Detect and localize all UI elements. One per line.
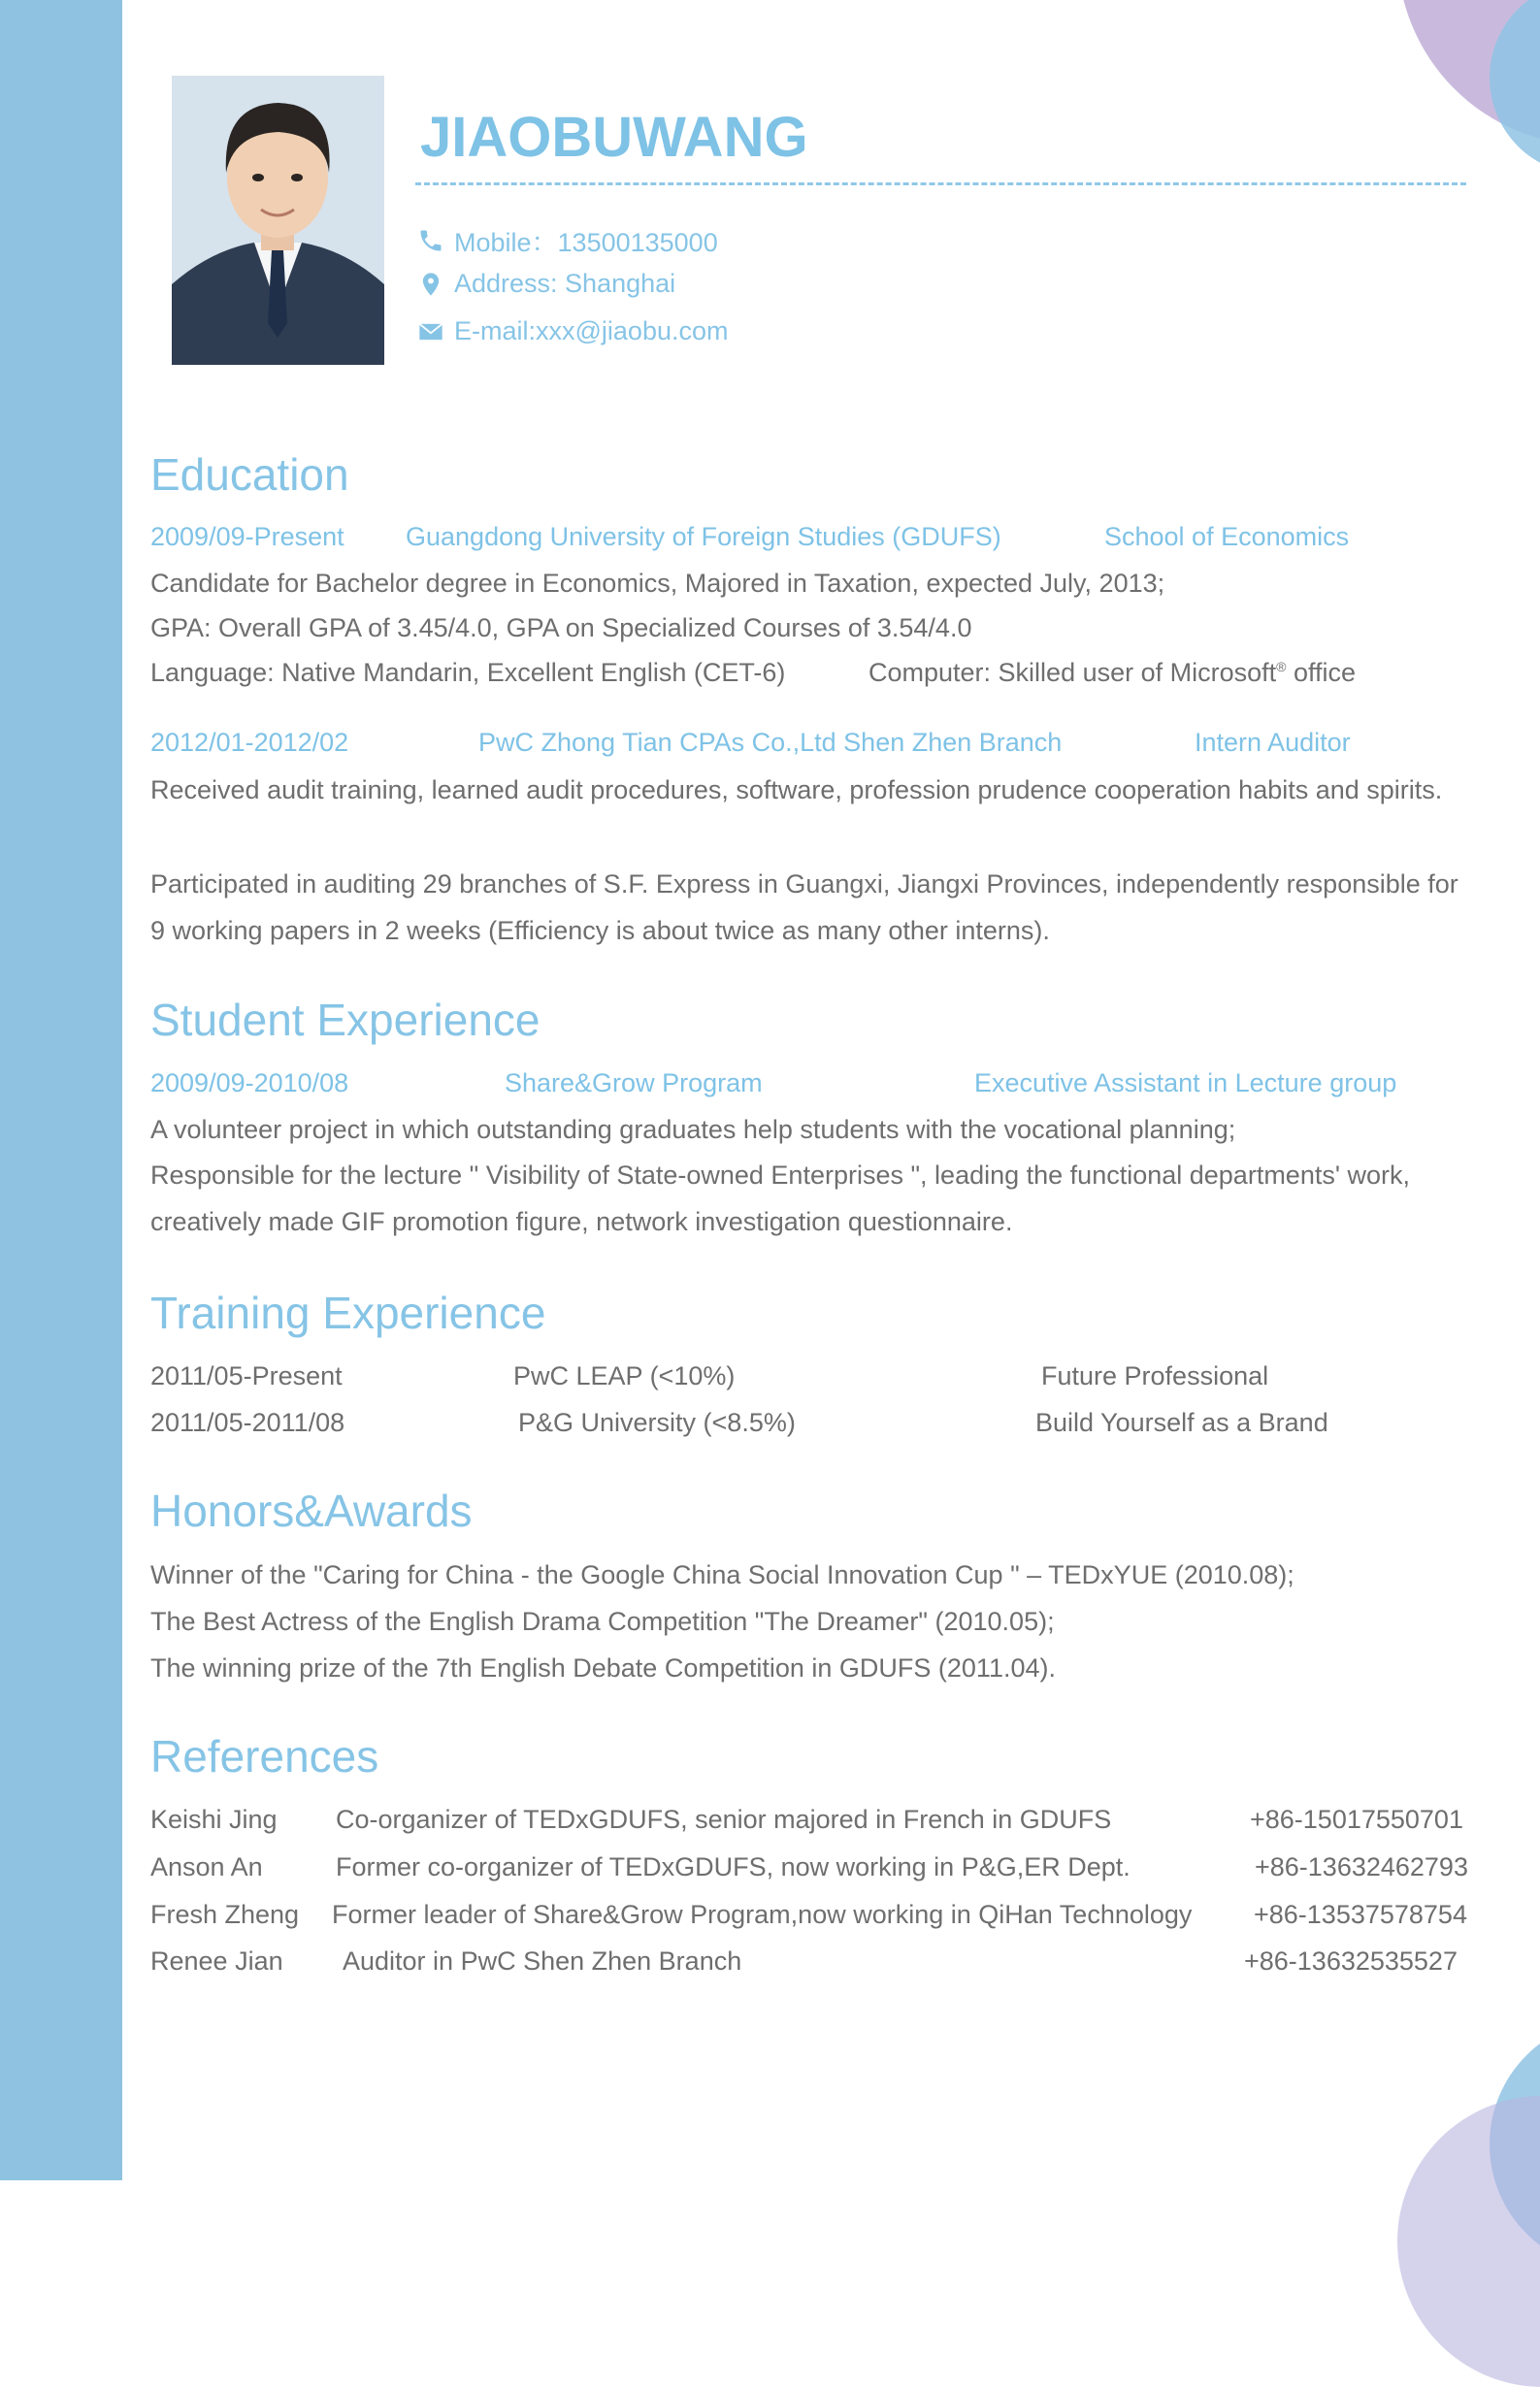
- location-pin-icon: [417, 271, 444, 298]
- section-title-training-experience: Training Experience: [150, 1288, 546, 1338]
- education-1-date: 2009/09-Present: [150, 522, 344, 551]
- reference-row-4-name: Renee Jian: [150, 1946, 283, 1976]
- student-line-1: A volunteer project in which outstanding graduates help students with the vocational planning;: [150, 1115, 1236, 1144]
- education-2-role: Intern Auditor: [1195, 728, 1351, 757]
- reference-row-1-name: Keishi Jing: [150, 1805, 278, 1834]
- education-1-language: Language: Native Mandarin, Excellent English (CET-6): [150, 658, 786, 687]
- name-divider: [415, 182, 1466, 185]
- training-row-1-desc: Future Professional: [1041, 1361, 1269, 1390]
- education-2-org: PwC Zhong Tian CPAs Co.,Ltd Shen Zhen Branch: [478, 728, 1063, 757]
- contact-mobile: [417, 221, 718, 259]
- reference-row-2-name: Anson An: [150, 1852, 263, 1881]
- education-1-org: Guangdong University of Foreign Studies (GDUFS): [406, 522, 1001, 551]
- student-para-2: Responsible for the lecture " Visibility of State-owned Enterprises ", leading the functional departments' work, creatively made GIF promotion figure, network investigation questionnaire.: [150, 1161, 1411, 1236]
- education-1-line-1: Candidate for Bachelor degree in Economics, Majored in Taxation, expected July, 2013;: [150, 569, 1165, 598]
- training-row-1-date: 2011/05-Present: [150, 1361, 343, 1390]
- reference-row-2-desc: Former co-organizer of TEDxGDUFS, now working in P&G,ER Dept.: [336, 1852, 1130, 1881]
- profile-photo: [172, 76, 384, 365]
- contact-email: [417, 316, 729, 346]
- section-title-education: Education: [150, 449, 349, 500]
- section-title-references: References: [150, 1731, 379, 1782]
- honor-item-3: The winning prize of the 7th English Debate Competition in GDUFS (2011.04).: [150, 1653, 1056, 1683]
- phone-icon: [417, 227, 444, 254]
- reference-row-1-desc: Co-organizer of TEDxGDUFS, senior majored in French in GDUFS: [336, 1805, 1112, 1834]
- honor-item-1: Winner of the "Caring for China - the Google China Social Innovation Cup " – TEDxYUE (2010.08);: [150, 1560, 1294, 1589]
- reference-row-4-phone: +86-13632535527: [1244, 1946, 1458, 1976]
- envelope-icon: [417, 318, 444, 345]
- reference-row-4-desc: Auditor in PwC Shen Zhen Branch: [343, 1946, 742, 1976]
- decor-circle-bottom-lavender: [1397, 2096, 1540, 2387]
- training-row-2-date: 2011/05-2011/08: [150, 1408, 345, 1437]
- training-row-1-program: PwC LEAP (<10%): [513, 1361, 736, 1390]
- education-2-date: 2012/01-2012/02: [150, 728, 349, 757]
- honor-item-2: The Best Actress of the English Drama Competition "The Dreamer" (2010.05);: [150, 1607, 1055, 1636]
- address-text: Address: Shanghai: [454, 269, 676, 298]
- section-title-student-experience: Student Experience: [150, 995, 541, 1045]
- computer-text: Computer: Skilled user of Microsoft: [868, 658, 1277, 687]
- student-role: Executive Assistant in Lecture group: [974, 1068, 1397, 1097]
- reference-row-3-desc: Former leader of Share&Grow Program,now working in QiHan Technology: [332, 1900, 1193, 1929]
- education-2-para-2: Participated in auditing 29 branches of S.F. Express in Guangxi, Jiangxi Provinces, independently responsible for 9 working papers in 2 weeks (Efficiency is about twice as many other interns).: [150, 869, 1458, 945]
- education-1-role: School of Economics: [1104, 522, 1350, 551]
- candidate-name: JIAOBUWANG: [420, 106, 808, 169]
- left-sidebar-band: [0, 0, 122, 2180]
- profile-photo-illustration: [172, 76, 384, 365]
- student-org: Share&Grow Program: [505, 1068, 763, 1097]
- reference-row-3-phone: +86-13537578754: [1254, 1900, 1467, 1929]
- education-2-para-1: Received audit training, learned audit procedures, software, profession prudence cooperation habits and spirits.: [150, 775, 1443, 804]
- section-title-honors-awards: Honors&Awards: [150, 1486, 473, 1536]
- email-text: E-mail:xxx@jiaobu.com: [454, 316, 729, 345]
- contact-address: [417, 269, 675, 299]
- computer-text-end: office: [1286, 658, 1357, 687]
- reference-row-1-phone: +86-15017550701: [1250, 1805, 1463, 1834]
- reference-row-2-phone: +86-13632462793: [1255, 1852, 1468, 1881]
- student-date: 2009/09-2010/08: [150, 1068, 349, 1097]
- mobile-text: Mobile：13500135000: [454, 228, 718, 257]
- reference-row-3-name: Fresh Zheng: [150, 1900, 300, 1929]
- registered-mark: ®: [1276, 659, 1287, 674]
- education-1-computer: [868, 658, 1356, 688]
- education-1-line-2: GPA: Overall GPA of 3.45/4.0, GPA on Specialized Courses of 3.54/4.0: [150, 613, 972, 642]
- training-row-2-program: P&G University (<8.5%): [518, 1408, 796, 1437]
- training-row-2-desc: Build Yourself as a Brand: [1035, 1408, 1328, 1437]
